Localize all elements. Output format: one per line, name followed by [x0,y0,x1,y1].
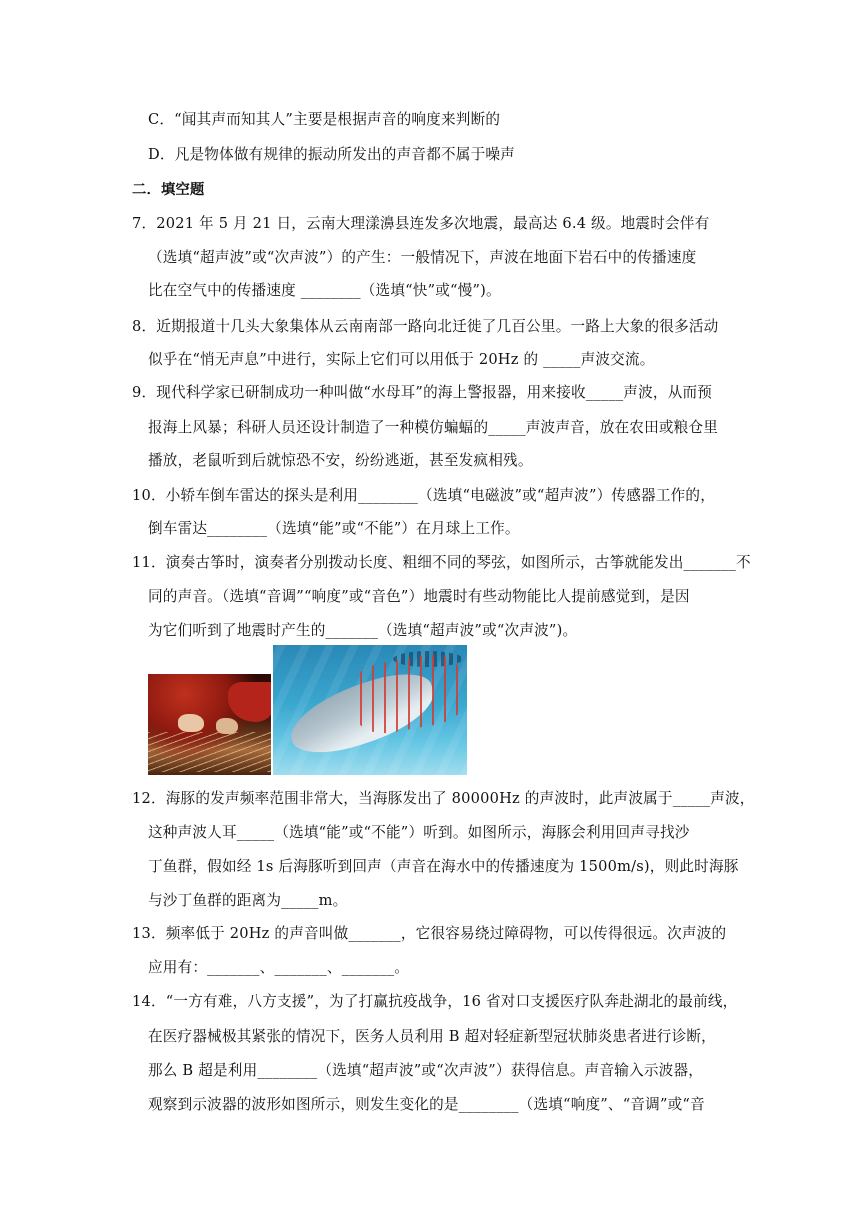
question-13-line-1: 13．频率低于 20Hz 的声音叫做_______，它很容易绕过障碍物，可以传得很远。次声波的 [132,925,727,942]
question-8-line-1: 8．近期报道十几头大象集体从云南南部一路向北迁徙了几百公里。一路上大象的很多活动 [132,318,719,335]
question-10-line-2: 倒车雷达________（选填“能”或“不能”）在月球上工作。 [148,520,520,537]
dolphin-photo [273,645,467,775]
question-11-line-1: 11．演奏古筝时，演奏者分别拨动长度、粗细不同的琴弦，如图所示，古筝就能发出_______不 [132,554,751,571]
question-11-line-2: 同的声音。（选填“音调”“响度”或“音色”）地震时有些动物能比人提前感觉到，是因 [148,588,690,605]
question-10-line-1: 10．小轿车倒车雷达的探头是利用________（选填“电磁波”或“超声波”）传感器工作的， [132,487,715,504]
question-9-line-2: 报海上风暴；科研人员还设计制造了一种模仿蝙蝠的_____声波声音，放在农田或粮仓里 [148,419,719,436]
question-13-line-2: 应用有：_______、_______、_______。 [148,959,409,976]
question-12-line-2: 这种声波人耳_____（选填“能”或“不能”）听到。如图所示，海豚会利用回声寻找沙 [148,824,690,841]
question-7-line-1: 7．2021 年 5 月 21 日，云南大理漾濞县连发多次地震，最高达 6.4 级。地震时会伴有 [132,215,710,232]
question-12-line-1: 12．海豚的发声频率范围非常大，当海豚发出了 80000Hz 的声波时，此声波属于_____声波， [132,790,755,807]
question-9-line-1: 9．现代科学家已研制成功一种叫做“水母耳”的海上警报器，用来接收_____声波，从而预 [132,384,713,401]
question-7-line-2: （选填“超声波”或“次声波”）的产生：一般情况下，声波在地面下岩石中的传播速度 [148,249,697,266]
question-14-line-2: 在医疗器械极其紧张的情况下，医务人员利用 B 超对轻症新型冠状肺炎患者进行诊断， [148,1028,716,1045]
section-heading: 二．填空题 [132,182,205,198]
question-14-line-4: 观察到示波器的波形如图所示，则发生变化的是________（选填“响度”、“音调”或“音 [148,1096,705,1113]
option-d: D．凡是物体做有规律的振动所发出的声音都不属于噪声 [148,146,515,163]
question-9-line-3: 播放，老鼠听到后就惊恐不安，纷纷逃逝，甚至发疯相残。 [148,452,533,469]
question-12-line-3: 丁鱼群，假如经 1s 后海豚听到回声（声音在海水中的传播速度为 1500m/s)，则此时海豚 [148,858,739,875]
question-14-line-3: 那么 B 超是利用________（选填“超声波”或“次声波”）获得信息。声音输入示波器， [148,1062,704,1079]
guzheng-photo [148,674,271,775]
question-8-line-2: 似乎在“悄无声息”中进行，实际上它们可以用低于 20Hz 的 _____声波交流。 [148,351,655,368]
question-14-line-1: 14．“一方有难，八方支援”，为了打赢抗疫战争，16 省对口支援医疗队奔赴湖北的最前线， [132,993,738,1010]
option-c: C．“闻其声而知其人”主要是根据声音的响度来判断的 [148,111,501,128]
question-12-line-4: 与沙丁鱼群的距离为_____m。 [148,892,348,909]
question-7-line-3: 比在空气中的传播速度 ________（选填“快”或“慢”)。 [148,282,501,299]
question-11-line-3: 为它们听到了地震时产生的_______（选填“超声波”或“次声波”)。 [148,622,578,639]
